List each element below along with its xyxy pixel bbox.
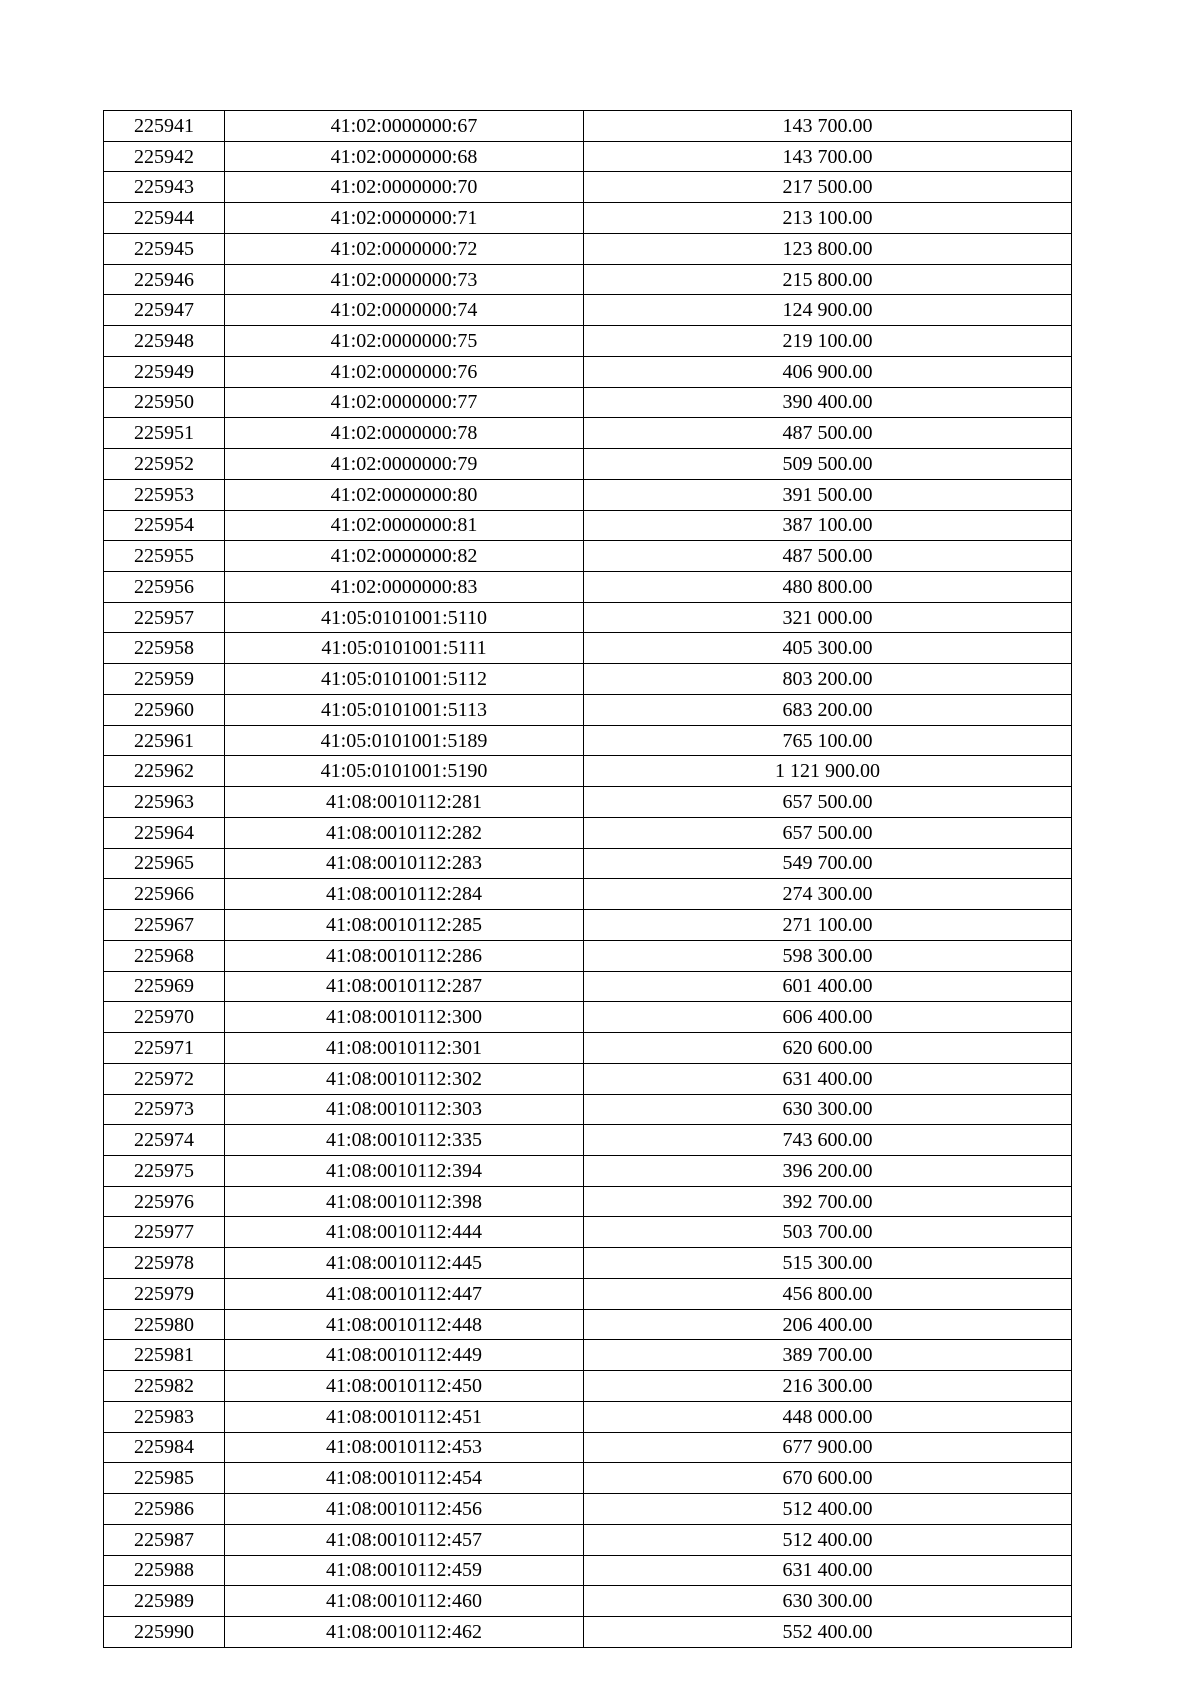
cadastral-number-cell: 41:08:0010112:394: [225, 1155, 584, 1186]
cadastral-number-cell: 41:02:0000000:80: [225, 479, 584, 510]
table-row: [104, 1217, 1072, 1248]
row-number-cell: 225965: [104, 848, 225, 879]
table-row: [104, 1586, 1072, 1617]
table-row: [104, 787, 1072, 818]
cadastral-number-cell: 41:08:0010112:445: [225, 1248, 584, 1279]
table-row: [104, 940, 1072, 971]
table-row: [104, 1432, 1072, 1463]
value-cell: 391 500.00: [584, 479, 1072, 510]
cadastral-number-cell: 41:02:0000000:81: [225, 510, 584, 541]
cadastral-number-cell: 41:08:0010112:300: [225, 1002, 584, 1033]
row-number-cell: 225947: [104, 295, 225, 326]
row-number-cell: 225962: [104, 756, 225, 787]
table-row: [104, 1340, 1072, 1371]
table-row: [104, 479, 1072, 510]
value-cell: 1 121 900.00: [584, 756, 1072, 787]
value-cell: 405 300.00: [584, 633, 1072, 664]
value-cell: 631 400.00: [584, 1555, 1072, 1586]
value-cell: 390 400.00: [584, 387, 1072, 418]
value-cell: 487 500.00: [584, 418, 1072, 449]
row-number-cell: 225968: [104, 940, 225, 971]
cadastral-number-cell: 41:05:0101001:5113: [225, 694, 584, 725]
table-row: [104, 817, 1072, 848]
table-row: [104, 664, 1072, 695]
cadastral-number-cell: 41:08:0010112:398: [225, 1186, 584, 1217]
value-cell: 274 300.00: [584, 879, 1072, 910]
table-row: [104, 111, 1072, 142]
table-row: [104, 1094, 1072, 1125]
cadastral-number-cell: 41:02:0000000:73: [225, 264, 584, 295]
row-number-cell: 225958: [104, 633, 225, 664]
cadastral-number-cell: 41:05:0101001:5190: [225, 756, 584, 787]
value-cell: 392 700.00: [584, 1186, 1072, 1217]
row-number-cell: 225977: [104, 1217, 225, 1248]
cadastral-number-cell: 41:08:0010112:301: [225, 1033, 584, 1064]
value-cell: 124 900.00: [584, 295, 1072, 326]
cadastral-number-cell: 41:08:0010112:287: [225, 971, 584, 1002]
row-number-cell: 225955: [104, 541, 225, 572]
cadastral-number-cell: 41:08:0010112:459: [225, 1555, 584, 1586]
value-cell: 512 400.00: [584, 1494, 1072, 1525]
table-row: [104, 541, 1072, 572]
table-row: [104, 1002, 1072, 1033]
cadastral-number-cell: 41:08:0010112:457: [225, 1524, 584, 1555]
table-row: [104, 1186, 1072, 1217]
value-cell: 631 400.00: [584, 1063, 1072, 1094]
value-cell: 389 700.00: [584, 1340, 1072, 1371]
row-number-cell: 225961: [104, 725, 225, 756]
value-cell: 630 300.00: [584, 1094, 1072, 1125]
cadastral-number-cell: 41:02:0000000:70: [225, 172, 584, 203]
value-cell: 509 500.00: [584, 449, 1072, 480]
row-number-cell: 225941: [104, 111, 225, 142]
cadastral-number-cell: 41:08:0010112:302: [225, 1063, 584, 1094]
cadastral-number-cell: 41:08:0010112:335: [225, 1125, 584, 1156]
value-cell: 143 700.00: [584, 141, 1072, 172]
cadastral-number-cell: 41:08:0010112:283: [225, 848, 584, 879]
cadastral-number-cell: 41:02:0000000:71: [225, 203, 584, 234]
value-cell: 271 100.00: [584, 910, 1072, 941]
cadastral-number-cell: 41:08:0010112:453: [225, 1432, 584, 1463]
row-number-cell: 225973: [104, 1094, 225, 1125]
row-number-cell: 225966: [104, 879, 225, 910]
cadastral-value-table: [103, 110, 1072, 1648]
value-cell: 606 400.00: [584, 1002, 1072, 1033]
value-cell: 213 100.00: [584, 203, 1072, 234]
value-cell: 456 800.00: [584, 1278, 1072, 1309]
value-cell: 552 400.00: [584, 1616, 1072, 1647]
cadastral-number-cell: 41:08:0010112:448: [225, 1309, 584, 1340]
value-cell: 657 500.00: [584, 787, 1072, 818]
cadastral-number-cell: 41:05:0101001:5112: [225, 664, 584, 695]
cadastral-number-cell: 41:08:0010112:284: [225, 879, 584, 910]
value-cell: 216 300.00: [584, 1371, 1072, 1402]
table-row: [104, 1125, 1072, 1156]
table-row: [104, 510, 1072, 541]
row-number-cell: 225988: [104, 1555, 225, 1586]
row-number-cell: 225982: [104, 1371, 225, 1402]
cadastral-number-cell: 41:08:0010112:451: [225, 1401, 584, 1432]
value-cell: 657 500.00: [584, 817, 1072, 848]
row-number-cell: 225949: [104, 356, 225, 387]
row-number-cell: 225980: [104, 1309, 225, 1340]
value-cell: 448 000.00: [584, 1401, 1072, 1432]
row-number-cell: 225970: [104, 1002, 225, 1033]
value-cell: 683 200.00: [584, 694, 1072, 725]
row-number-cell: 225956: [104, 572, 225, 603]
table-row: [104, 356, 1072, 387]
table-row: [104, 1033, 1072, 1064]
table-row: [104, 1616, 1072, 1647]
cadastral-number-cell: 41:02:0000000:76: [225, 356, 584, 387]
row-number-cell: 225946: [104, 264, 225, 295]
row-number-cell: 225948: [104, 326, 225, 357]
table-row: [104, 326, 1072, 357]
table-row: [104, 1371, 1072, 1402]
row-number-cell: 225976: [104, 1186, 225, 1217]
value-cell: 406 900.00: [584, 356, 1072, 387]
row-number-cell: 225960: [104, 694, 225, 725]
cadastral-number-cell: 41:05:0101001:5110: [225, 602, 584, 633]
row-number-cell: 225984: [104, 1432, 225, 1463]
row-number-cell: 225943: [104, 172, 225, 203]
cadastral-number-cell: 41:08:0010112:444: [225, 1217, 584, 1248]
row-number-cell: 225945: [104, 233, 225, 264]
table-row: [104, 1555, 1072, 1586]
table-row: [104, 572, 1072, 603]
row-number-cell: 225952: [104, 449, 225, 480]
row-number-cell: 225944: [104, 203, 225, 234]
value-cell: 321 000.00: [584, 602, 1072, 633]
value-cell: 396 200.00: [584, 1155, 1072, 1186]
table-row: [104, 1463, 1072, 1494]
table-row: [104, 203, 1072, 234]
cadastral-number-cell: 41:02:0000000:83: [225, 572, 584, 603]
value-cell: 598 300.00: [584, 940, 1072, 971]
cadastral-number-cell: 41:08:0010112:281: [225, 787, 584, 818]
value-cell: 487 500.00: [584, 541, 1072, 572]
value-cell: 217 500.00: [584, 172, 1072, 203]
table-row: [104, 971, 1072, 1002]
cadastral-number-cell: 41:08:0010112:303: [225, 1094, 584, 1125]
table-row: [104, 602, 1072, 633]
value-cell: 143 700.00: [584, 111, 1072, 142]
row-number-cell: 225978: [104, 1248, 225, 1279]
row-number-cell: 225979: [104, 1278, 225, 1309]
table-row: [104, 449, 1072, 480]
value-cell: 480 800.00: [584, 572, 1072, 603]
row-number-cell: 225967: [104, 910, 225, 941]
cadastral-number-cell: 41:08:0010112:456: [225, 1494, 584, 1525]
row-number-cell: 225953: [104, 479, 225, 510]
cadastral-number-cell: 41:08:0010112:286: [225, 940, 584, 971]
table-row: [104, 1494, 1072, 1525]
row-number-cell: 225981: [104, 1340, 225, 1371]
table-row: [104, 1248, 1072, 1279]
row-number-cell: 225942: [104, 141, 225, 172]
value-cell: 206 400.00: [584, 1309, 1072, 1340]
table-row: [104, 1063, 1072, 1094]
cadastral-number-cell: 41:02:0000000:77: [225, 387, 584, 418]
value-cell: 620 600.00: [584, 1033, 1072, 1064]
value-cell: 515 300.00: [584, 1248, 1072, 1279]
row-number-cell: 225963: [104, 787, 225, 818]
table-row: [104, 1401, 1072, 1432]
row-number-cell: 225959: [104, 664, 225, 695]
table-row: [104, 879, 1072, 910]
cadastral-number-cell: 41:02:0000000:72: [225, 233, 584, 264]
value-cell: 743 600.00: [584, 1125, 1072, 1156]
row-number-cell: 225989: [104, 1586, 225, 1617]
table-row: [104, 1278, 1072, 1309]
row-number-cell: 225985: [104, 1463, 225, 1494]
table-row: [104, 141, 1072, 172]
cadastral-number-cell: 41:05:0101001:5189: [225, 725, 584, 756]
table-row: [104, 1524, 1072, 1555]
row-number-cell: 225964: [104, 817, 225, 848]
cadastral-number-cell: 41:02:0000000:78: [225, 418, 584, 449]
cadastral-number-cell: 41:02:0000000:74: [225, 295, 584, 326]
table-row: [104, 725, 1072, 756]
table-row: [104, 1155, 1072, 1186]
row-number-cell: 225983: [104, 1401, 225, 1432]
value-cell: 677 900.00: [584, 1432, 1072, 1463]
cadastral-number-cell: 41:08:0010112:282: [225, 817, 584, 848]
cadastral-number-cell: 41:08:0010112:462: [225, 1616, 584, 1647]
value-cell: 601 400.00: [584, 971, 1072, 1002]
table-row: [104, 295, 1072, 326]
row-number-cell: 225975: [104, 1155, 225, 1186]
table-row: [104, 756, 1072, 787]
row-number-cell: 225957: [104, 602, 225, 633]
value-cell: 765 100.00: [584, 725, 1072, 756]
row-number-cell: 225969: [104, 971, 225, 1002]
cadastral-number-cell: 41:08:0010112:450: [225, 1371, 584, 1402]
cadastral-number-cell: 41:02:0000000:67: [225, 111, 584, 142]
value-cell: 215 800.00: [584, 264, 1072, 295]
value-cell: 630 300.00: [584, 1586, 1072, 1617]
row-number-cell: 225986: [104, 1494, 225, 1525]
value-cell: 512 400.00: [584, 1524, 1072, 1555]
value-cell: 803 200.00: [584, 664, 1072, 695]
table-row: [104, 633, 1072, 664]
row-number-cell: 225954: [104, 510, 225, 541]
table-body: [104, 111, 1072, 1648]
table-row: [104, 418, 1072, 449]
cadastral-number-cell: 41:08:0010112:454: [225, 1463, 584, 1494]
table-row: [104, 1309, 1072, 1340]
cadastral-number-cell: 41:08:0010112:447: [225, 1278, 584, 1309]
value-cell: 549 700.00: [584, 848, 1072, 879]
cadastral-number-cell: 41:08:0010112:460: [225, 1586, 584, 1617]
row-number-cell: 225974: [104, 1125, 225, 1156]
row-number-cell: 225951: [104, 418, 225, 449]
row-number-cell: 225972: [104, 1063, 225, 1094]
cadastral-number-cell: 41:02:0000000:75: [225, 326, 584, 357]
row-number-cell: 225971: [104, 1033, 225, 1064]
cadastral-number-cell: 41:08:0010112:285: [225, 910, 584, 941]
cadastral-number-cell: 41:08:0010112:449: [225, 1340, 584, 1371]
table-row: [104, 694, 1072, 725]
value-cell: 387 100.00: [584, 510, 1072, 541]
row-number-cell: 225987: [104, 1524, 225, 1555]
value-cell: 123 800.00: [584, 233, 1072, 264]
cadastral-number-cell: 41:02:0000000:79: [225, 449, 584, 480]
table-row: [104, 172, 1072, 203]
cadastral-number-cell: 41:05:0101001:5111: [225, 633, 584, 664]
table-row: [104, 387, 1072, 418]
row-number-cell: 225990: [104, 1616, 225, 1647]
value-cell: 219 100.00: [584, 326, 1072, 357]
table-row: [104, 264, 1072, 295]
value-cell: 670 600.00: [584, 1463, 1072, 1494]
value-cell: 503 700.00: [584, 1217, 1072, 1248]
table-row: [104, 233, 1072, 264]
table-row: [104, 848, 1072, 879]
cadastral-number-cell: 41:02:0000000:68: [225, 141, 584, 172]
table-row: [104, 910, 1072, 941]
cadastral-number-cell: 41:02:0000000:82: [225, 541, 584, 572]
row-number-cell: 225950: [104, 387, 225, 418]
